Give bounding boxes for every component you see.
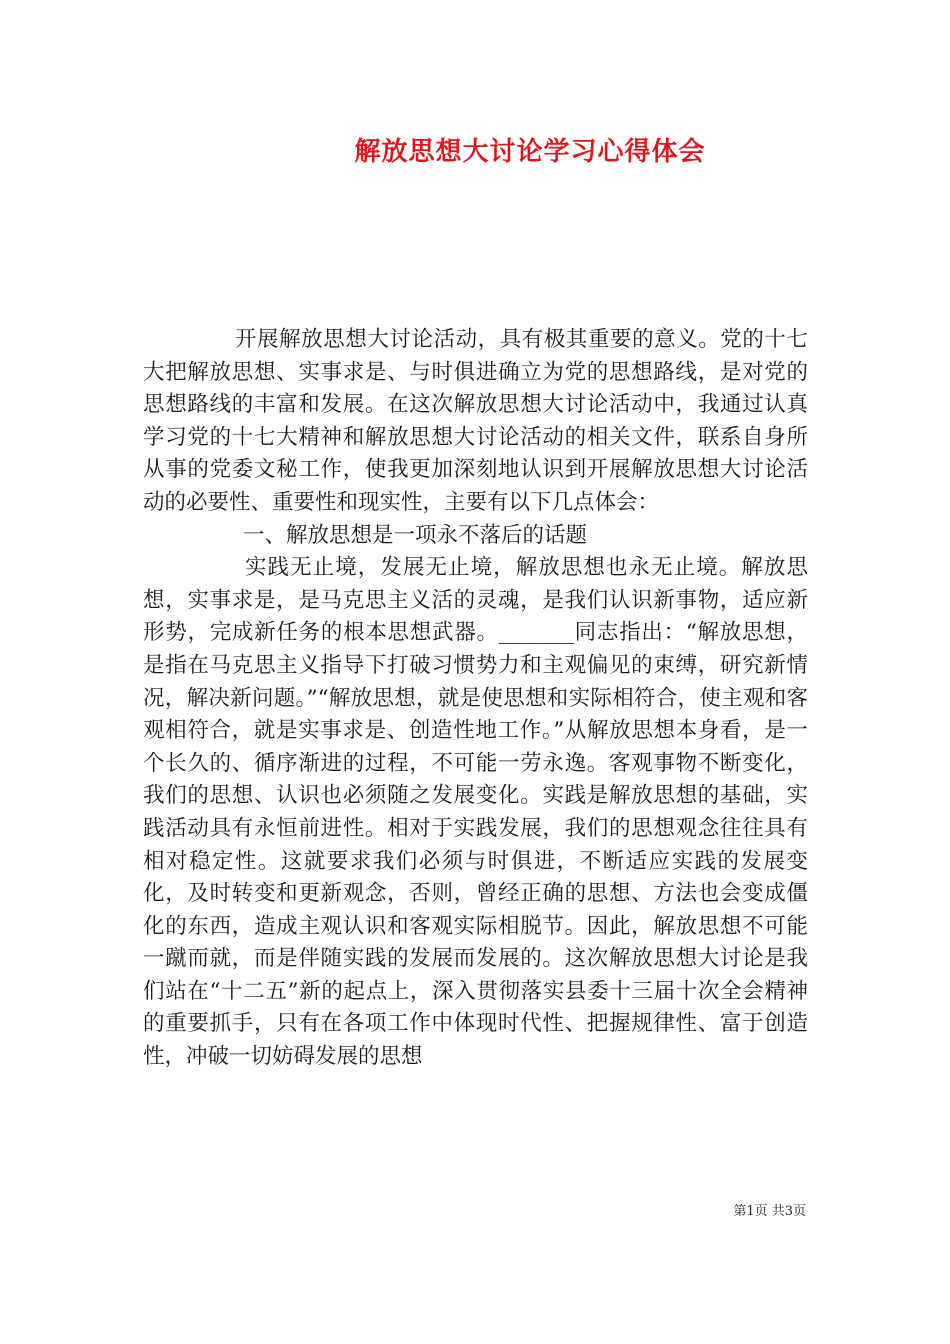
intro-paragraph: 开展解放思想大讨论活动，具有极其重要的意义。党的十七大把解放思想、实事求是、与时俱进确立为党的思想路线，是对党的思想路线的丰富和发展。在这次解放思想大讨论活动中，我通过认真学习党的十七大精神和解放思想大讨论活动的相关文件，联系自身所从事的党委文秘工作，使我更加深刻地认识到开展解放思想大讨论活动的必要性、重要性和现实性，主要有以下几点体会：: [143, 327, 808, 515]
section-heading: 一、解放思想是一项永不落后的话题: [243, 522, 588, 548]
page-number-footer: 第1页 共3页: [733, 1204, 806, 1219]
document-title: 解放思想大讨论学习心得体会: [354, 137, 706, 167]
document-body: [143, 324, 808, 1074]
section-paragraph: 实践无止境，发展无止境，解放思想也永无止境。解放思想，实事求是，是马克思主义活的灵魂，是我们认识新事物，适应新形势，完成新任务的根本思想武器。_______同志指出：“解放思想，是指在马克思主义指导下打破习惯势力和主观偏见的束缚，研究新情况，解决新问题。”“解放思想，就是使思想和实际相符合，使主观和客观相符合，就是实事求是、创造性地工作。”从解放思想本身看，是一个长久的、循序渐进的过程，不可能一劳永逸。客观事物不断变化，我们的思想、认识也必须随之发展变化。实践是解放思想的基础，实践活动具有永恒前进性。相对于实践发展，我们的思想观念往往具有相对稳定性。这就要求我们必须与时俱进，不断适应实践的发展变化，及时转变和更新观念，否则，曾经正确的思想、方法也会变成僵化的东西，造成主观认识和客观实际相脱节。因此，解放思想不可能一蹴而就，而是伴随实践的发展而发展的。这次解放思想大讨论是我们站在“十二五”新的起点上，深入贯彻落实县委十三届十次全会精神的重要抓手，只有在各项工作中体现时代性、把握规律性、富于创造性，冲破一切妨碍发展的思想: [143, 555, 808, 1070]
